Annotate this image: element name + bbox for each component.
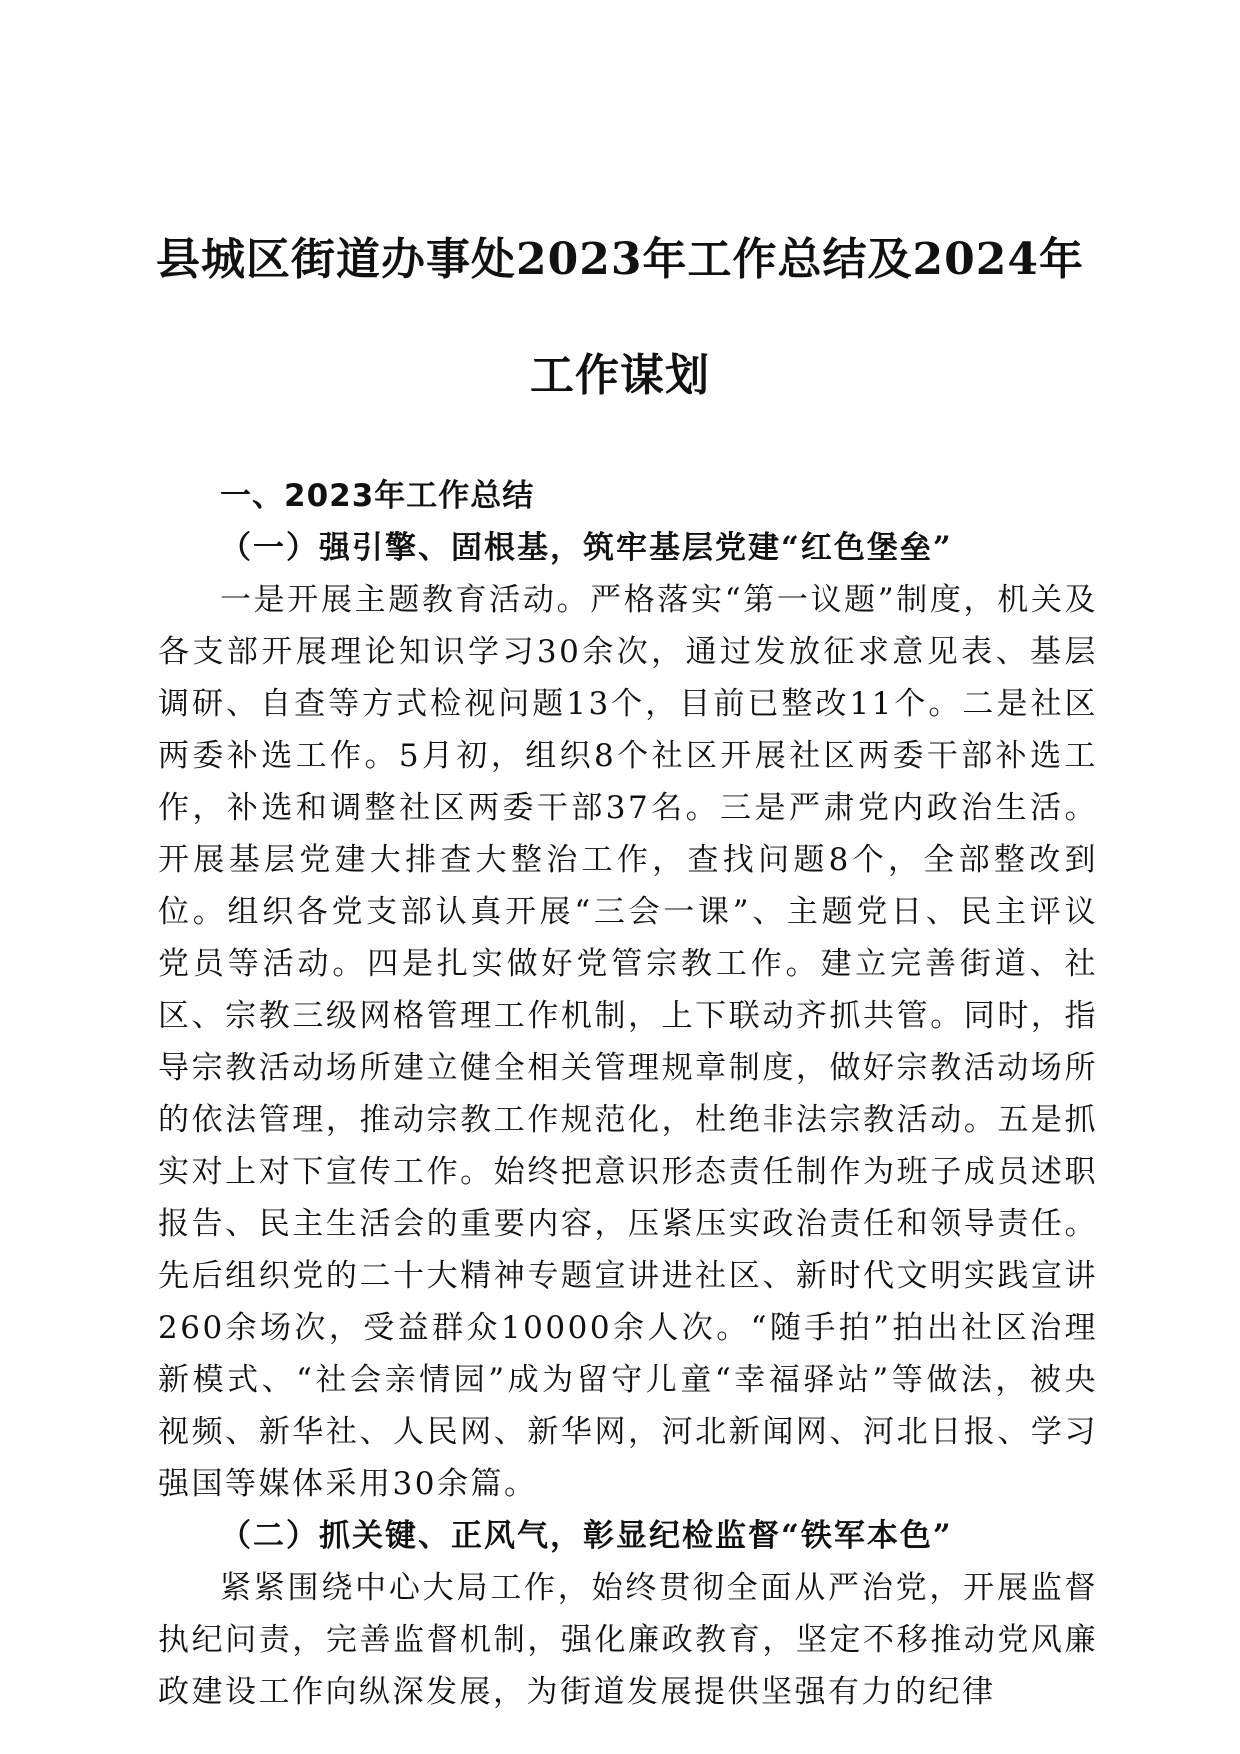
document-title-line-2: 工作谋划 bbox=[530, 350, 710, 401]
document-title-line-1: 县城区街道办事处2023年工作总结及2024年 bbox=[156, 234, 1084, 285]
body-paragraph-2: 紧紧围绕中心大局工作，始终贯彻全面从严治党，开展监督执纪问责，完善监督机制，强化廉政教育，坚定不移推动党风廉政建设工作向纵深发展，为街道发展提供坚强有力的纪律 bbox=[158, 1570, 1098, 1710]
document-body bbox=[158, 466, 1098, 1718]
subsection-heading-2: （二）抓关键、正风气，彰显纪检监督“铁军本色” bbox=[220, 1518, 953, 1554]
subsection-heading-1: （一）强引擎、固根基，筑牢基层党建“红色堡垒” bbox=[220, 530, 953, 566]
section-heading-1: 一、2023年工作总结 bbox=[220, 478, 535, 514]
body-paragraph-1: 一是开展主题教育活动。严格落实“第一议题”制度，机关及各支部开展理论知识学习30余次，通过发放征求意见表、基层调研、自查等方式检视问题13个，目前已整改11个。二是社区两委补选工作。5月初，组织8个社区开展社区两委干部补选工作，补选和调整社区两委干部37名。三是严肃党内政治生活。开展基层党建大排查大整治工作，查找问题8个，全部整改到位。组织各党支部认真开展“三会一课”、主题党日、民主评议党员等活动。四是扎实做好党管宗教工作。建立完善街道、社区、宗教三级网格管理工作机制，上下联动齐抓共管。同时，指导宗教活动场所建立健全相关管理规章制度，做好宗教活动场所的依法管理，推动宗教工作规范化，杜绝非法宗教活动。五是抓实对上对下宣传工作。始终把意识形态责任制作为班子成员述职报告、民主生活会的重要内容，压紧压实政治责任和领导责任。先后组织党的二十大精神专题宣讲进社区、新时代文明实践宣讲260余场次，受益群众10000余人次。“随手拍”拍出社区治理新模式、“社会亲情园”成为留守儿童“幸福驿站”等做法，被央视频、新华社、人民网、新华网，河北新闻网、河北日报、学习强国等媒体采用30余篇。 bbox=[158, 582, 1098, 1502]
